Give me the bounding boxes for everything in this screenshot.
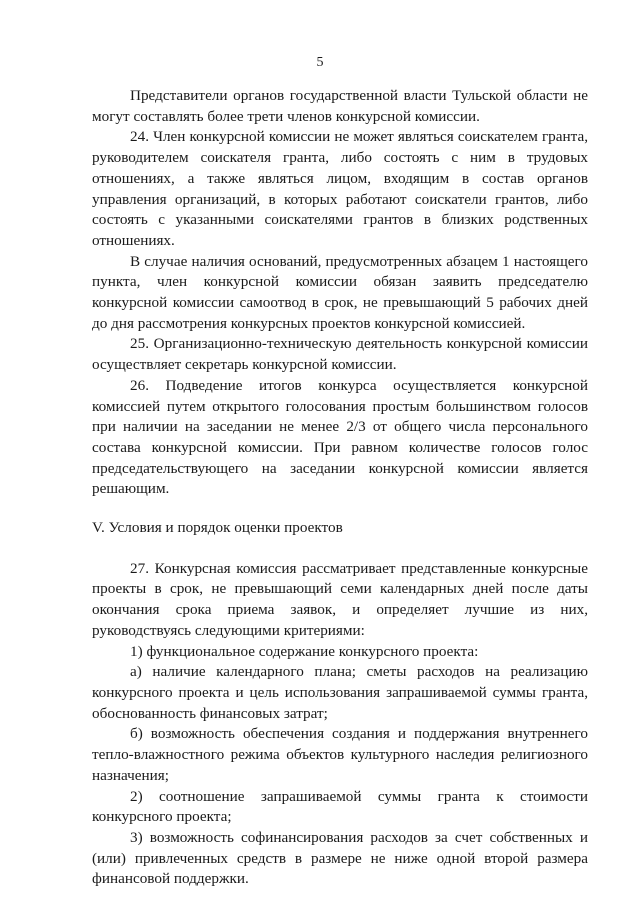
criterion-2: 2) соотношение запрашиваемой суммы гранта к стоимости конкурсного проекта; (92, 787, 588, 826)
criterion-1b: б) возможность обеспечения создания и поддержания внутреннего тепло-влажностного режима объектов культурного наследия религиозного назначения; (92, 725, 588, 784)
paragraph-24-recusal: В случае наличия оснований, предусмотренных абзацем 1 настоящего пункта, член конкурсной комиссии обязан заявить председателю конкурсной комиссии самоотвод в срок, не превышающий 5 рабочих дней до дня рассмотрения конкурсных проектов конкурсной комиссией. (92, 252, 588, 332)
criterion-1: 1) функциональное содержание конкурсного проекта: (130, 642, 479, 660)
section-heading: V. Условия и порядок оценки проектов (92, 519, 343, 537)
paragraph-25: 25. Организационно-техническую деятельность конкурсной комиссии осуществляет секретарь конкурсной комиссии. (92, 335, 588, 374)
criterion-1a: а) наличие календарного плана; сметы расходов на реализацию конкурсного проекта и цель использования запрашиваемой суммы гранта, обоснованность финансовых затрат; (92, 663, 588, 722)
paragraph-27: 27. Конкурсная комиссия рассматривает представленные конкурсные проекты в срок, не превышающий семи календарных дней после даты окончания срока приема заявок, и определяет лучшие из них, руководствуясь следующими критериями: (92, 559, 588, 639)
criterion-3: 3) возможность софинансирования расходов за счет собственных и (или) привлеченных средств в размере не ниже одной второй размера финансовой поддержки. (92, 828, 588, 888)
paragraph-26: 26. Подведение итогов конкурса осуществляется конкурсной комиссией путем открытого голосования простым большинством голосов при наличии на заседании не менее 2/3 от общего числа персонального состава конкурсной комиссии. При равном количестве голосов голос председательствующего на заседании конкурсной комиссии является решающим. (92, 376, 588, 498)
document-body (92, 86, 588, 890)
paragraph-24: 24. Член конкурсной комиссии не может являться соискателем гранта, руководителем соискателя гранта, либо состоять с ним в трудовых отношениях, а также являться лицом, входящим в состав органов управления организаций, в которых работают соискатели грантов, либо состоять с указанными соискателями грантов в близких родственных отношениях. (92, 128, 588, 249)
paragraph-representatives: Представители органов государственной власти Тульской области не могут составлять более трети членов конкурсной комиссии. (92, 87, 588, 125)
page-number: 5 (316, 55, 324, 70)
